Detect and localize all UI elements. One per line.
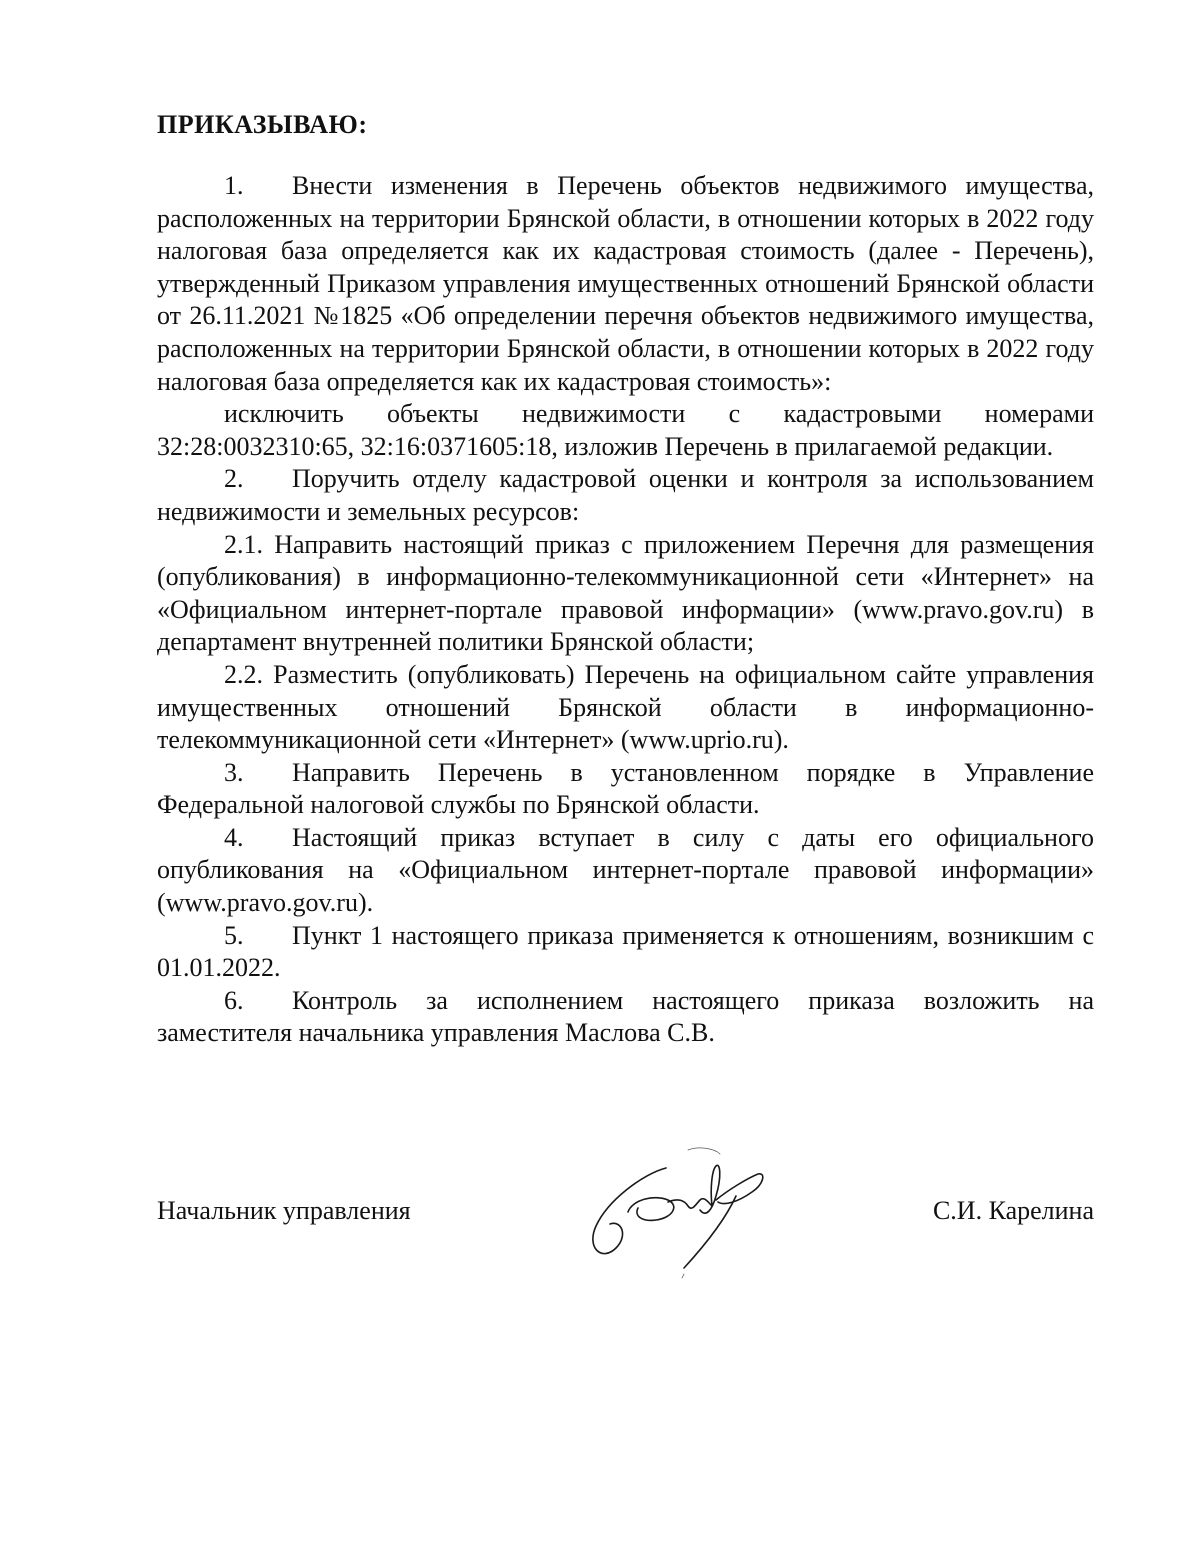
handwritten-signature [588,1140,778,1280]
signer-name: С.И. Карелина [932,1196,1094,1225]
item-number: 5. [224,920,244,950]
item-text: Направить Перечень в установленном порядке в Управление Федеральной налоговой службы по Брянской области. [157,757,1094,820]
item-number: 3. [224,757,244,787]
order-item-2 [157,463,1094,528]
item-number: 2.2. [224,659,263,689]
item-number: 4. [224,822,244,852]
order-item-5 [157,920,1094,985]
item-number: 2.1. [224,529,263,559]
item-text: исключить объекты недвижимости с кадастровыми номерами 32:28:0032310:65, 32:16:0371605:18, изложив Перечень в прилагаемой редакции. [157,399,1094,461]
order-item-1 [157,170,1094,398]
item-text: Разместить (опубликовать) Перечень на официальном сайте управления имущественных отношений Брянской области в информационно-телекоммуникационной сети «Интернет» (www.uprio.ru). [157,659,1094,755]
signer-position: Начальник управления [157,1196,411,1225]
item-number: 1. [224,171,244,200]
item-text: Настоящий приказ вступает в силу с даты его официального опубликования на «Официальном интернет-портале правовой информации» (www.pravo.gov.ru). [157,822,1094,918]
order-item-4 [157,822,1094,920]
order-item-1-exclusion [157,398,1094,463]
item-text: Направить настоящий приказ с приложением Перечня для размещения (опубликования) в информационно-телекоммуникационной сети «Интернет» на «Официальном интернет-портале правовой информации» (www.pravo.gov.ru) в департамент внутренней политики Брянской области; [157,529,1095,657]
order-body [157,170,1094,1050]
order-item-6 [157,985,1094,1050]
item-text: Пункт 1 настоящего приказа применяется к отношениям, возникшим с 01.01.2022. [157,920,1094,983]
item-number: 6. [224,985,244,1015]
item-text: Внести изменения в Перечень объектов недвижимого имущества, расположенных на территории Брянской области, в отношении которых в 2022 году налоговая база определяется как их кадастровая стоимость (далее - Перечень), утвержденный Приказом управления имущественных отношений Брянской области от 26.11.2021 №1825 «Об определении перечня объектов недвижимого имущества, расположенных на территории Брянской области, в отношении которых в 2022 году налоговая база определяется как их кадастровая стоимость»: [157,171,1094,396]
order-item-3 [157,757,1094,822]
item-number: 2. [224,464,244,494]
order-item-2-2 [157,659,1094,757]
order-item-2-1 [157,529,1094,659]
order-heading: ПРИКАЗЫВАЮ: [157,110,368,139]
item-text: Контроль за исполнением настоящего приказа возложить на заместителя начальника управления Маслова С.В. [157,985,1094,1048]
item-text: Поручить отделу кадастровой оценки и контроля за использованием недвижимости и земельных ресурсов: [157,464,1094,526]
